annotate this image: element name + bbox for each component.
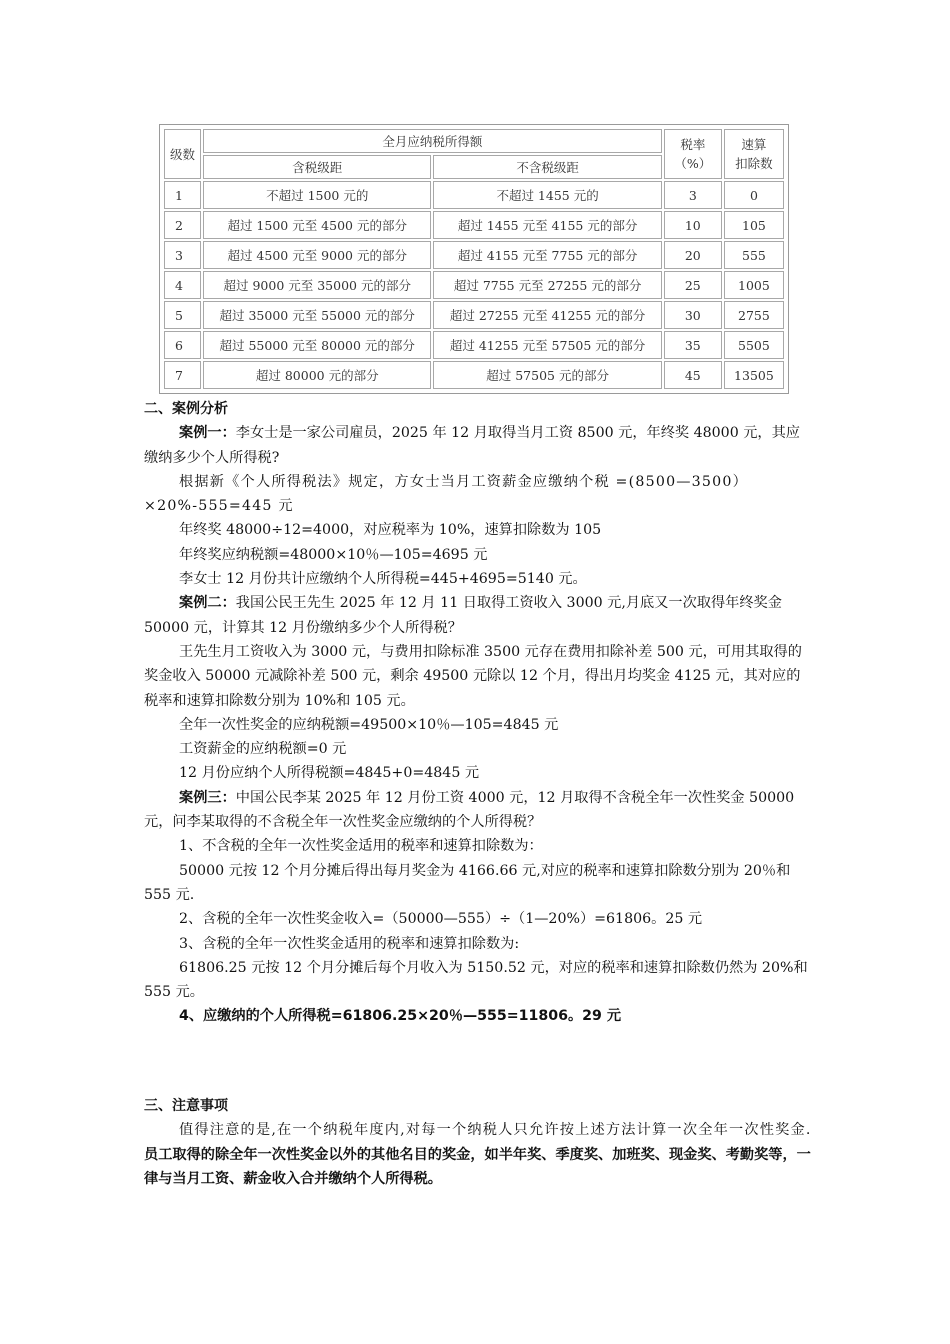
cell-level: 6 [164,331,201,359]
cell-level: 7 [164,361,201,389]
case3-step1-detail: 50000 元按 12 个月分摊后得出每月奖金为 4166.66 元,对应的税率和速算扣除数分别为 20％和 555 元. [144,862,791,903]
cell-deduction: 0 [724,181,784,209]
cell-rate: 20 [664,241,722,269]
cell-deduction: 1005 [724,271,784,299]
header-tax-exclusive: 不含税级距 [433,155,661,179]
header-deduction [724,129,784,179]
cell-rate: 30 [664,301,722,329]
cell-inclusive: 超过 55000 元至 80000 元的部分 [203,331,431,359]
section-title-notes: 三、注意事项 [144,1098,228,1114]
case2-question [144,591,812,640]
case3-step4: 4、应缴纳的个人所得税=61806.25×20％—555=11806。29 元 [179,1008,622,1025]
table-row [164,241,784,269]
case3-step3: 3、含税的全年一次性奖金适用的税率和速算扣除数为: [179,935,520,952]
notes-section [144,1094,812,1191]
cell-deduction: 555 [724,241,784,269]
table-row [164,331,784,359]
case2-question-text: 我国公民王先生 2025 年 12 月 11 日取得工资收入 3000 元,月底又一次取得年终奖金 50000 元，计算其 12 月份缴纳多少个人所得税？ [144,595,782,636]
case2-line4: 12 月份应纳个人所得税额=4845+0=4845 元 [179,765,480,782]
cell-exclusive: 不超过 1455 元的 [433,181,661,209]
header-deduction-line2: 扣除数 [735,156,773,171]
header-tax-inclusive: 含税级距 [203,155,431,179]
header-monthly-taxable: 全月应纳税所得额 [203,129,662,153]
case3-step3-detail: 61806.25 元按 12 个月分摊后每个月收入为 5150.52 元，对应的税率和速算扣除数仍然为 20%和 555 元。 [144,959,808,1001]
cell-level: 2 [164,211,201,239]
cell-exclusive: 超过 1455 元至 4155 元的部分 [433,211,661,239]
cell-exclusive: 超过 7755 元至 27255 元的部分 [433,271,661,299]
table-row [164,361,784,389]
table-row [164,301,784,329]
cell-rate: 3 [664,181,722,209]
cell-level: 5 [164,301,201,329]
case1-line2: 年终奖 48000÷12=4000，对应税率为 10%，速算扣除数为 105 [179,522,602,539]
cell-deduction: 5505 [724,331,784,359]
case2-line1: 王先生月工资收入为 3000 元，与费用扣除标准 3500 元存在费用扣除补差 500 元，可用其取得的奖金收入 50000 元减除补差 500 元，剩余 49500 元除以 12 个月，得出月均奖金 4125 元，其对应的税率和速算扣除数分别为 10%和 105 元。 [144,643,802,709]
cell-rate: 45 [664,361,722,389]
notes-paragraph [144,1118,812,1191]
cell-rate: 35 [664,331,722,359]
tax-rate-table-frame [159,124,789,394]
header-level: 级数 [164,129,201,179]
cell-exclusive: 超过 27255 元至 41255 元的部分 [433,301,661,329]
table-row [164,211,784,239]
case3-label: 案例三： [179,789,236,806]
cell-rate: 25 [664,271,722,299]
cell-inclusive: 超过 1500 元至 4500 元的部分 [203,211,431,239]
case3-question-text: 中国公民李某 2025 年 12 月份工资 4000 元，12 月取得不含税全年一次性奖金 50000 元，问李某取得的不含税全年一次性奖金应缴纳的个人所得税？ [144,789,795,831]
case2-line3: 工资薪金的应纳税额=0 元 [179,741,347,758]
cell-inclusive: 超过 9000 元至 35000 元的部分 [203,271,431,299]
cell-level: 1 [164,181,201,209]
tax-rate-table [162,127,786,391]
cell-exclusive: 超过 57505 元的部分 [433,361,661,389]
case1-question [144,421,812,470]
case2-label: 案例二： [179,595,236,612]
case1-label: 案例一： [179,425,236,442]
cell-exclusive: 超过 41255 元至 57505 元的部分 [433,331,661,359]
case3-step2: 2、含税的全年一次性奖金收入=（50000—555）÷（1—20%）=61806。25 元 [179,911,703,928]
cell-inclusive: 超过 35000 元至 55000 元的部分 [203,301,431,329]
cell-level: 4 [164,271,201,299]
notes-bold-text: 员工取得的除全年一次性奖金以外的其他名目的奖金，如半年奖、季度奖、加班奖、现金奖、考勤奖等，一律与当月工资、薪金收入合并缴纳个人所得税。 [144,1146,811,1187]
case1-line1: 根据新《个人所得税法》规定，方女士当月工资薪金应缴纳个税 =(8500—3500）×20%-555=445 元 [144,473,748,515]
cell-inclusive: 超过 4500 元至 9000 元的部分 [203,241,431,269]
case3-question [144,786,812,835]
cell-inclusive: 超过 80000 元的部分 [203,361,431,389]
case2-line2: 全年一次性奖金的应纳税额=49500×10％—105=4845 元 [179,716,559,733]
case1-question-text: 李女士是一家公司雇员，2025 年 12 月取得当月工资 8500 元，年终奖 48000 元，其应缴纳多少个人所得税? [144,425,800,466]
section-title-case-analysis: 二、案例分析 [144,401,228,417]
table-row [164,271,784,299]
cell-deduction: 105 [724,211,784,239]
case1-line3: 年终奖应纳税额=48000×10％—105=4695 元 [179,546,488,563]
cell-inclusive: 不超过 1500 元的 [203,181,431,209]
case-analysis-section [144,397,812,1029]
case3-step1: 1、不含税的全年一次性奖金适用的税率和速算扣除数为： [179,838,543,855]
table-row [164,181,784,209]
notes-text: 值得注意的是,在一个纳税年度内,对每一个纳税人只允许按上述方法计算一次全年一次性奖金. [179,1122,812,1139]
cell-level: 3 [164,241,201,269]
cell-rate: 10 [664,211,722,239]
cell-deduction: 2755 [724,301,784,329]
header-rate [664,129,722,179]
header-deduction-line1: 速算 [741,137,767,152]
header-rate-line1: 税率 [680,137,706,152]
header-rate-line2: （%） [674,156,712,171]
cell-exclusive: 超过 4155 元至 7755 元的部分 [433,241,661,269]
cell-deduction: 13505 [724,361,784,389]
case1-line4: 李女士 12 月份共计应缴纳个人所得税=445+4695=5140 元。 [179,571,587,588]
